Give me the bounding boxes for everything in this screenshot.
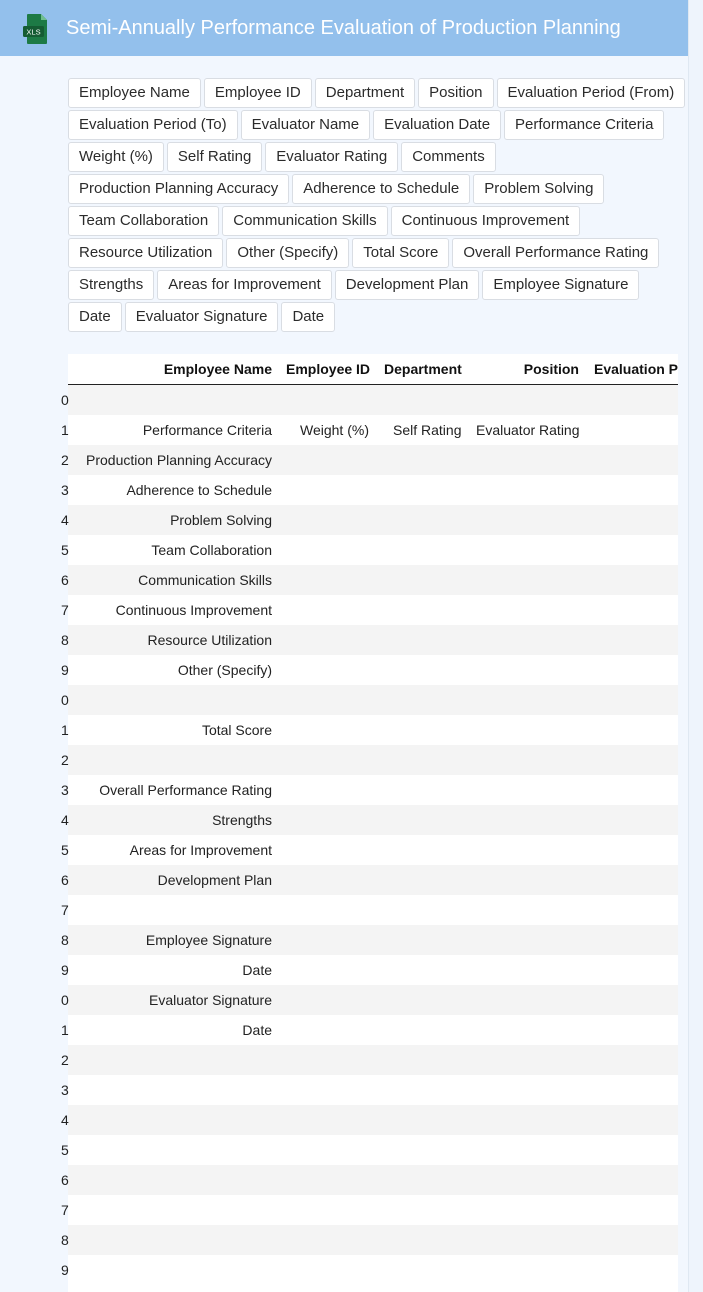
field-chip[interactable]: Continuous Improvement: [391, 206, 581, 236]
row-number: 0: [61, 392, 69, 408]
field-chip[interactable]: Position: [418, 78, 493, 108]
table-row[interactable]: [61, 1165, 678, 1195]
field-chip[interactable]: Overall Performance Rating: [452, 238, 659, 268]
table-row[interactable]: [61, 535, 678, 565]
row-number: 0: [61, 992, 69, 1008]
table-row[interactable]: [61, 865, 678, 895]
field-chip[interactable]: Self Rating: [167, 142, 262, 172]
row-number: 0: [61, 692, 69, 708]
table-row[interactable]: [61, 895, 678, 925]
field-chip[interactable]: Other (Specify): [226, 238, 349, 268]
row-number: 3: [61, 782, 69, 798]
table-row[interactable]: [61, 505, 678, 535]
table-row[interactable]: [61, 595, 678, 625]
row-number: 9: [61, 662, 69, 678]
table-header-row: [68, 354, 678, 385]
row-number: 1: [61, 722, 69, 738]
row-number: 2: [61, 1052, 69, 1068]
field-chip[interactable]: Development Plan: [335, 270, 480, 300]
table-cell[interactable]: Employee Signature: [145, 932, 272, 948]
row-number: 4: [61, 1112, 69, 1128]
field-chip[interactable]: Employee ID: [204, 78, 312, 108]
column-header-department[interactable]: Department: [384, 361, 462, 377]
row-number: 7: [61, 1202, 69, 1218]
row-number: 9: [61, 1262, 69, 1278]
field-chip[interactable]: Evaluation Period (From): [497, 78, 686, 108]
row-number: 5: [61, 842, 69, 858]
table-row[interactable]: [61, 385, 678, 415]
field-chip[interactable]: Employee Signature: [482, 270, 639, 300]
field-chip[interactable]: Production Planning Accuracy: [68, 174, 289, 204]
row-number: 3: [61, 482, 69, 498]
title-bar: [0, 0, 688, 56]
row-number: 1: [61, 422, 69, 438]
row-number: 3: [61, 1082, 69, 1098]
row-number: 5: [61, 542, 69, 558]
field-chip[interactable]: Weight (%): [68, 142, 164, 172]
row-number: 6: [61, 1172, 69, 1188]
table-row[interactable]: [61, 1225, 678, 1255]
field-chip[interactable]: Evaluator Name: [241, 110, 371, 140]
field-chip[interactable]: Evaluator Signature: [125, 302, 279, 332]
xls-file-icon: [22, 13, 50, 45]
page-title: Semi-Annually Performance Evaluation of Production Planning: [66, 17, 621, 39]
row-number: 1: [61, 1022, 69, 1038]
table-row[interactable]: [61, 445, 678, 475]
row-number: 8: [61, 632, 69, 648]
row-number: 8: [61, 1232, 69, 1248]
table-cell[interactable]: Evaluator Rating: [476, 422, 580, 438]
table-row[interactable]: [61, 1195, 678, 1225]
table-row[interactable]: [61, 655, 678, 685]
row-number: 4: [61, 512, 69, 528]
table-cell[interactable]: Date: [242, 1022, 272, 1038]
field-chip[interactable]: Employee Name: [68, 78, 201, 108]
table-row[interactable]: [61, 1015, 678, 1045]
field-chip[interactable]: Comments: [401, 142, 496, 172]
table-row[interactable]: [61, 925, 678, 955]
table-row[interactable]: [61, 955, 678, 985]
row-number: 4: [61, 812, 69, 828]
table-cell[interactable]: Communication Skills: [138, 572, 272, 588]
row-number: 7: [61, 602, 69, 618]
row-number: 6: [61, 572, 69, 588]
xls-icon-label: XLS: [26, 27, 41, 37]
field-chip[interactable]: Evaluator Rating: [265, 142, 398, 172]
field-chip[interactable]: Date: [68, 302, 122, 332]
table-row[interactable]: [61, 1075, 678, 1105]
table-cell[interactable]: Total Score: [201, 722, 272, 738]
spreadsheet-grid[interactable]: [61, 354, 679, 1292]
field-chip[interactable]: Communication Skills: [222, 206, 387, 236]
table-cell[interactable]: Areas for Improvement: [129, 842, 272, 858]
field-chip[interactable]: Department: [315, 78, 415, 108]
column-header-employee-id[interactable]: Employee ID: [286, 361, 371, 377]
table-cell[interactable]: Adherence to Schedule: [126, 482, 272, 498]
table-cell[interactable]: Overall Performance Rating: [99, 782, 272, 798]
row-number: 5: [61, 1142, 69, 1158]
vertical-scrollbar[interactable]: [688, 0, 703, 1292]
field-chip[interactable]: Team Collaboration: [68, 206, 219, 236]
field-chip[interactable]: Resource Utilization: [68, 238, 223, 268]
table-row[interactable]: [61, 685, 678, 715]
table-row[interactable]: [61, 475, 678, 505]
table-cell[interactable]: Self Rating: [393, 422, 462, 438]
table-row[interactable]: [61, 1105, 678, 1135]
table-row[interactable]: [61, 775, 678, 805]
field-chip[interactable]: Strengths: [68, 270, 154, 300]
row-number: 2: [61, 752, 69, 768]
table-cell[interactable]: Date: [242, 962, 272, 978]
table-cell[interactable]: Other (Specify): [177, 662, 272, 678]
table-cell[interactable]: Evaluator Signature: [149, 992, 272, 1008]
table-row[interactable]: [61, 835, 678, 865]
table-cell[interactable]: Strengths: [212, 812, 272, 828]
row-number: 7: [61, 902, 69, 918]
table-row[interactable]: [61, 985, 678, 1015]
column-header-evaluation-period[interactable]: Evaluation P: [594, 361, 679, 377]
field-chip-list: [68, 78, 690, 332]
table-cell[interactable]: Weight (%): [300, 422, 369, 438]
row-number: 9: [61, 962, 69, 978]
field-chip[interactable]: Date: [281, 302, 335, 332]
table-cell[interactable]: Performance Criteria: [142, 422, 272, 438]
table-cell[interactable]: Production Planning Accuracy: [86, 452, 272, 468]
column-header-employee-name[interactable]: Employee Name: [163, 361, 272, 377]
row-number: 2: [61, 452, 69, 468]
field-chip[interactable]: Problem Solving: [473, 174, 604, 204]
field-chip[interactable]: Performance Criteria: [504, 110, 664, 140]
table-row[interactable]: [61, 625, 678, 655]
table-row[interactable]: [61, 745, 678, 775]
table-row[interactable]: [61, 1255, 678, 1285]
table-cell[interactable]: Resource Utilization: [147, 632, 272, 648]
table-row[interactable]: [61, 1135, 678, 1165]
table-cell[interactable]: Team Collaboration: [151, 542, 272, 558]
field-chip[interactable]: Adherence to Schedule: [292, 174, 470, 204]
table-cell[interactable]: Problem Solving: [170, 512, 272, 528]
table-row[interactable]: [61, 805, 678, 835]
table-cell[interactable]: Development Plan: [157, 872, 272, 888]
column-header-position[interactable]: Position: [523, 361, 579, 377]
row-number: 6: [61, 872, 69, 888]
field-chip[interactable]: Evaluation Date: [373, 110, 501, 140]
table-row[interactable]: [61, 1045, 678, 1075]
row-number: 8: [61, 932, 69, 948]
field-chip[interactable]: Evaluation Period (To): [68, 110, 238, 140]
table-row[interactable]: [61, 415, 678, 445]
field-chip[interactable]: Areas for Improvement: [157, 270, 332, 300]
table-cell[interactable]: Continuous Improvement: [115, 602, 272, 618]
table-row[interactable]: [61, 565, 678, 595]
field-chip[interactable]: Total Score: [352, 238, 449, 268]
table-row[interactable]: [61, 715, 678, 745]
